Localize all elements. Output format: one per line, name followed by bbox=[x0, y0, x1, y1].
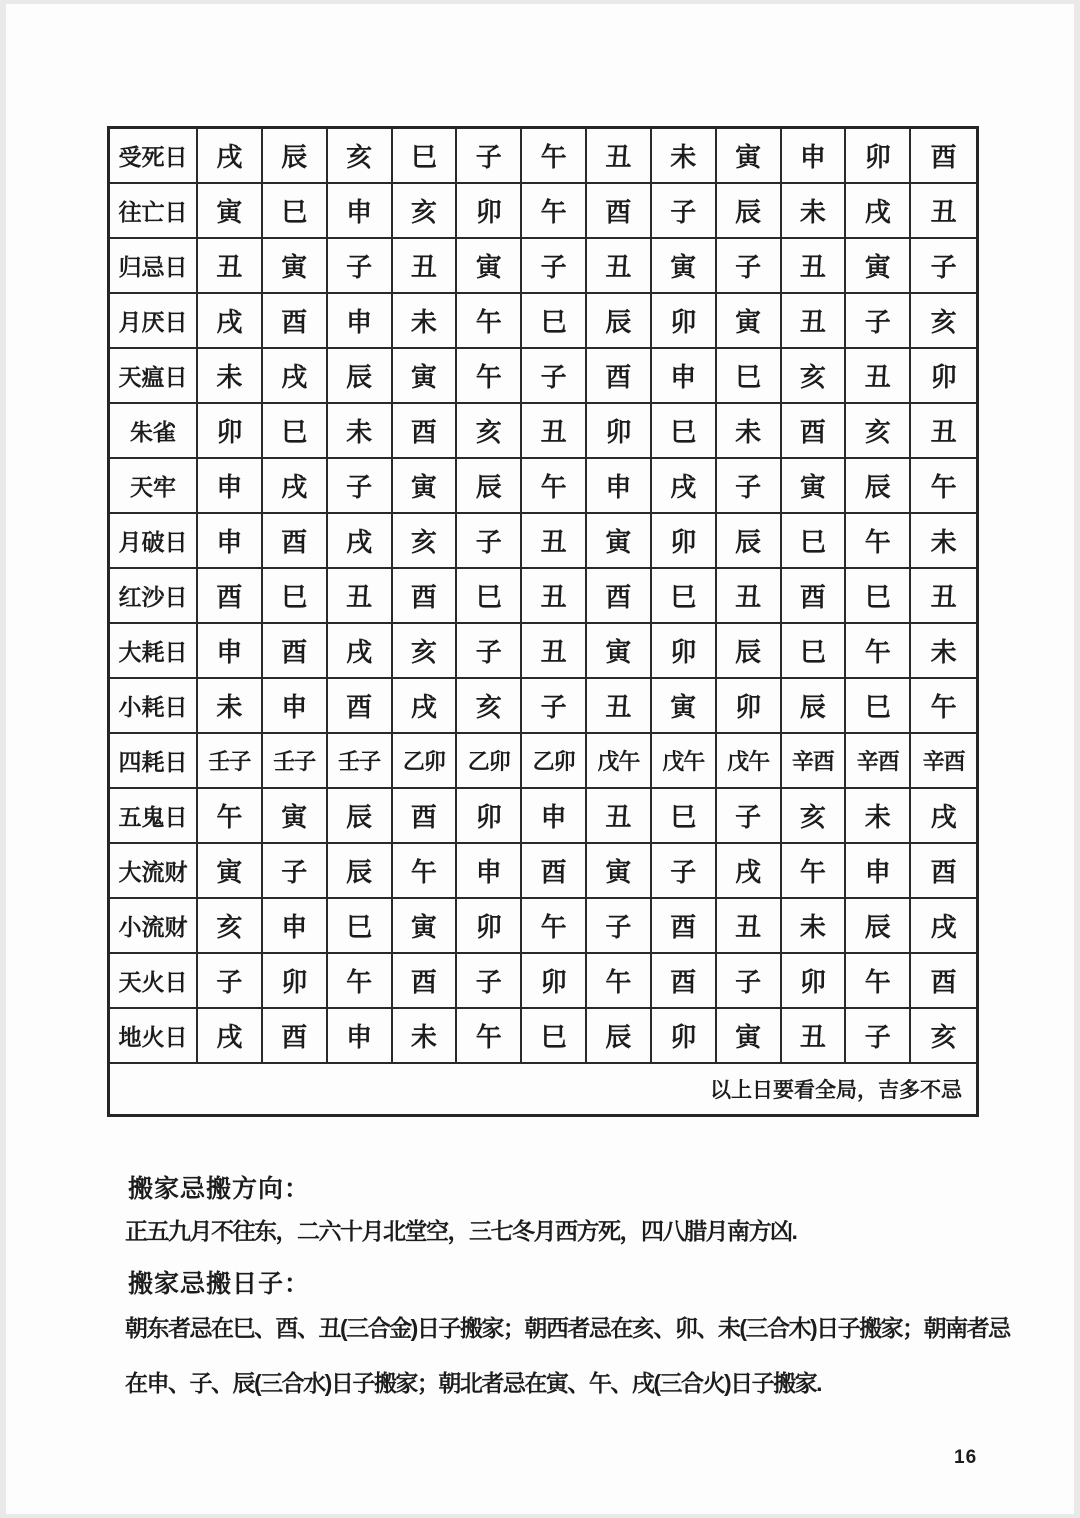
table-cell: 午 bbox=[587, 954, 652, 1009]
table-cell: 戌 bbox=[911, 789, 976, 844]
table-cell: 戌 bbox=[717, 844, 782, 899]
table-cell: 酉 bbox=[522, 844, 587, 899]
table-cell: 子 bbox=[717, 789, 782, 844]
table-cell: 辰 bbox=[717, 624, 782, 679]
table-cell: 未 bbox=[652, 129, 717, 184]
table-cell: 巳 bbox=[846, 569, 911, 624]
table-row bbox=[110, 239, 976, 294]
table-cell: 酉 bbox=[328, 679, 393, 734]
table-cell: 申 bbox=[522, 789, 587, 844]
table-cell: 未 bbox=[911, 624, 976, 679]
table-cell: 辰 bbox=[717, 184, 782, 239]
table-cell: 卯 bbox=[652, 1009, 717, 1064]
table-cell: 戌 bbox=[263, 459, 328, 514]
table-row bbox=[110, 789, 976, 844]
table-cell: 午 bbox=[846, 514, 911, 569]
table-cell: 壬子 bbox=[328, 734, 393, 789]
row-label: 天牢 bbox=[110, 459, 198, 514]
row-label: 朱雀 bbox=[110, 404, 198, 459]
table-cell: 辰 bbox=[263, 129, 328, 184]
table-footer-note: 以上日要看全局，吉多不忌 bbox=[710, 1079, 962, 1102]
table-cell: 子 bbox=[198, 954, 263, 1009]
table-cell: 卯 bbox=[717, 679, 782, 734]
table-cell: 未 bbox=[328, 404, 393, 459]
table-cell: 丑 bbox=[911, 184, 976, 239]
table-cell: 未 bbox=[911, 514, 976, 569]
table-cell: 子 bbox=[717, 239, 782, 294]
table-row bbox=[110, 844, 976, 899]
table-cell: 申 bbox=[328, 294, 393, 349]
row-label: 地火日 bbox=[110, 1009, 198, 1064]
table-cell: 午 bbox=[393, 844, 458, 899]
days-taboo-text: 朝东者忌在巳、酉、丑(三合金)日子搬家；朝西者忌在亥、卯、未(三合木)日子搬家；朝南者忌在申、子、辰(三合水)日子搬家；朝北者忌在寅、午、戌(三合火)日子搬家. bbox=[125, 1315, 1010, 1396]
table-cell: 卯 bbox=[846, 129, 911, 184]
table-cell: 辰 bbox=[457, 459, 522, 514]
almanac-table bbox=[107, 126, 979, 1117]
table-cell: 辰 bbox=[717, 514, 782, 569]
table-cell: 子 bbox=[457, 954, 522, 1009]
table-row bbox=[110, 624, 976, 679]
table-cell: 辰 bbox=[587, 1009, 652, 1064]
table-cell: 壬子 bbox=[263, 734, 328, 789]
table-cell: 午 bbox=[846, 624, 911, 679]
direction-taboo-heading: 搬家忌搬方向： bbox=[128, 1175, 311, 1203]
row-label: 往亡日 bbox=[110, 184, 198, 239]
table-row bbox=[110, 954, 976, 1009]
table-cell: 巳 bbox=[457, 569, 522, 624]
table-cell: 未 bbox=[393, 294, 458, 349]
table-cell: 酉 bbox=[587, 349, 652, 404]
table-cell: 丑 bbox=[587, 679, 652, 734]
table-cell: 寅 bbox=[587, 514, 652, 569]
table-cell: 子 bbox=[652, 184, 717, 239]
table-cell: 子 bbox=[846, 294, 911, 349]
table-cell: 巳 bbox=[393, 129, 458, 184]
document-page bbox=[6, 4, 1074, 1514]
table-cell: 巳 bbox=[782, 514, 847, 569]
table-cell: 辛酉 bbox=[782, 734, 847, 789]
table-cell: 午 bbox=[328, 954, 393, 1009]
table-cell: 子 bbox=[457, 624, 522, 679]
table-cell: 寅 bbox=[717, 1009, 782, 1064]
table-cell: 丑 bbox=[522, 624, 587, 679]
table-row bbox=[110, 514, 976, 569]
table-cell: 子 bbox=[457, 514, 522, 569]
table-cell: 子 bbox=[717, 954, 782, 1009]
table-cell: 酉 bbox=[587, 569, 652, 624]
table-cell: 子 bbox=[457, 129, 522, 184]
table-cell: 酉 bbox=[393, 569, 458, 624]
table-cell: 辛酉 bbox=[911, 734, 976, 789]
table-cell: 巳 bbox=[263, 569, 328, 624]
page-number: 16 bbox=[954, 1447, 978, 1468]
table-cell: 卯 bbox=[522, 954, 587, 1009]
table-cell: 酉 bbox=[911, 844, 976, 899]
table-cell: 辰 bbox=[782, 679, 847, 734]
table-cell: 壬子 bbox=[198, 734, 263, 789]
table-cell: 寅 bbox=[393, 459, 458, 514]
table-cell: 卯 bbox=[457, 184, 522, 239]
table-cell: 戌 bbox=[328, 624, 393, 679]
table-cell: 午 bbox=[846, 954, 911, 1009]
table-cell: 丑 bbox=[587, 129, 652, 184]
table-cell: 乙卯 bbox=[457, 734, 522, 789]
table-cell: 亥 bbox=[328, 129, 393, 184]
table-cell: 辰 bbox=[328, 349, 393, 404]
table-cell: 申 bbox=[782, 129, 847, 184]
table-cell: 亥 bbox=[393, 514, 458, 569]
table-row bbox=[110, 404, 976, 459]
table-cell: 寅 bbox=[587, 844, 652, 899]
table-cell: 丑 bbox=[328, 569, 393, 624]
table-cell: 寅 bbox=[846, 239, 911, 294]
table-cell: 丑 bbox=[782, 239, 847, 294]
table-cell: 戊午 bbox=[717, 734, 782, 789]
table-cell: 丑 bbox=[782, 294, 847, 349]
table-row bbox=[110, 679, 976, 734]
table-cell: 酉 bbox=[782, 404, 847, 459]
table-cell: 子 bbox=[263, 844, 328, 899]
table-cell: 申 bbox=[263, 899, 328, 954]
table-cell: 酉 bbox=[652, 899, 717, 954]
table-cell: 寅 bbox=[717, 129, 782, 184]
table-cell: 辰 bbox=[328, 789, 393, 844]
table-cell: 子 bbox=[522, 349, 587, 404]
direction-taboo-text: 正五九月不往东，二六十月北堂空，三七冬月西方死，四八腊月南方凶. bbox=[125, 1218, 797, 1244]
table-cell: 丑 bbox=[522, 404, 587, 459]
table-cell: 寅 bbox=[587, 624, 652, 679]
table-cell: 卯 bbox=[587, 404, 652, 459]
table-cell: 巳 bbox=[846, 679, 911, 734]
table-cell: 寅 bbox=[782, 459, 847, 514]
table-cell: 寅 bbox=[263, 239, 328, 294]
table-cell: 戊午 bbox=[587, 734, 652, 789]
table-cell: 子 bbox=[911, 239, 976, 294]
table-cell: 乙卯 bbox=[393, 734, 458, 789]
almanac-table-body bbox=[110, 129, 976, 1064]
table-row bbox=[110, 734, 976, 789]
table-cell: 申 bbox=[846, 844, 911, 899]
table-cell: 卯 bbox=[652, 624, 717, 679]
table-cell: 戌 bbox=[198, 1009, 263, 1064]
days-taboo-heading: 搬家忌搬日子： bbox=[128, 1270, 311, 1298]
table-row bbox=[110, 899, 976, 954]
table-cell: 未 bbox=[393, 1009, 458, 1064]
row-label: 小流财 bbox=[110, 899, 198, 954]
table-cell: 卯 bbox=[457, 899, 522, 954]
table-row bbox=[110, 459, 976, 514]
table-cell: 巳 bbox=[652, 789, 717, 844]
table-row bbox=[110, 184, 976, 239]
table-cell: 子 bbox=[328, 239, 393, 294]
table-cell: 申 bbox=[328, 1009, 393, 1064]
table-row bbox=[110, 1009, 976, 1064]
table-cell: 辰 bbox=[846, 459, 911, 514]
table-cell: 午 bbox=[522, 184, 587, 239]
table-cell: 申 bbox=[457, 844, 522, 899]
table-cell: 丑 bbox=[522, 514, 587, 569]
table-cell: 午 bbox=[911, 459, 976, 514]
table-cell: 戌 bbox=[393, 679, 458, 734]
table-cell: 丑 bbox=[911, 569, 976, 624]
table-cell: 辰 bbox=[328, 844, 393, 899]
table-cell: 戌 bbox=[846, 184, 911, 239]
table-cell: 戌 bbox=[263, 349, 328, 404]
table-row bbox=[110, 569, 976, 624]
table-cell: 卯 bbox=[652, 294, 717, 349]
table-cell: 亥 bbox=[846, 404, 911, 459]
row-label: 月厌日 bbox=[110, 294, 198, 349]
table-cell: 亥 bbox=[393, 624, 458, 679]
table-row bbox=[110, 349, 976, 404]
table-cell: 午 bbox=[522, 459, 587, 514]
row-label: 大流财 bbox=[110, 844, 198, 899]
table-cell: 申 bbox=[263, 679, 328, 734]
table-cell: 辰 bbox=[587, 294, 652, 349]
table-cell: 亥 bbox=[393, 184, 458, 239]
table-cell: 辰 bbox=[846, 899, 911, 954]
table-cell: 亥 bbox=[911, 294, 976, 349]
table-cell: 巳 bbox=[522, 1009, 587, 1064]
table-cell: 亥 bbox=[457, 404, 522, 459]
table-cell: 未 bbox=[198, 679, 263, 734]
table-cell: 亥 bbox=[457, 679, 522, 734]
table-cell: 酉 bbox=[263, 624, 328, 679]
table-cell: 午 bbox=[457, 294, 522, 349]
table-cell: 酉 bbox=[198, 569, 263, 624]
table-cell: 子 bbox=[652, 844, 717, 899]
table-cell: 戌 bbox=[911, 899, 976, 954]
table-cell: 子 bbox=[522, 679, 587, 734]
row-label: 大耗日 bbox=[110, 624, 198, 679]
table-cell: 巳 bbox=[717, 349, 782, 404]
table-cell: 午 bbox=[522, 899, 587, 954]
table-cell: 戊午 bbox=[652, 734, 717, 789]
table-cell: 寅 bbox=[652, 239, 717, 294]
table-cell: 巳 bbox=[652, 569, 717, 624]
row-label: 五鬼日 bbox=[110, 789, 198, 844]
table-cell: 寅 bbox=[263, 789, 328, 844]
table-cell: 午 bbox=[457, 1009, 522, 1064]
table-cell: 未 bbox=[846, 789, 911, 844]
table-cell: 戌 bbox=[328, 514, 393, 569]
table-cell: 亥 bbox=[198, 899, 263, 954]
table-cell: 丑 bbox=[198, 239, 263, 294]
table-cell: 未 bbox=[782, 899, 847, 954]
table-cell: 未 bbox=[782, 184, 847, 239]
table-cell: 寅 bbox=[717, 294, 782, 349]
table-cell: 亥 bbox=[911, 1009, 976, 1064]
table-cell: 戌 bbox=[198, 294, 263, 349]
table-cell: 酉 bbox=[263, 1009, 328, 1064]
row-label: 天火日 bbox=[110, 954, 198, 1009]
table-cell: 巳 bbox=[263, 404, 328, 459]
table-cell: 巳 bbox=[263, 184, 328, 239]
table-cell: 申 bbox=[587, 459, 652, 514]
table-cell: 辛酉 bbox=[846, 734, 911, 789]
table-row bbox=[110, 294, 976, 349]
table-cell: 寅 bbox=[198, 844, 263, 899]
table-cell: 丑 bbox=[782, 1009, 847, 1064]
table-cell: 酉 bbox=[587, 184, 652, 239]
table-cell: 寅 bbox=[198, 184, 263, 239]
row-label: 归忌日 bbox=[110, 239, 198, 294]
table-cell: 申 bbox=[652, 349, 717, 404]
table-cell: 酉 bbox=[393, 789, 458, 844]
table-cell: 未 bbox=[198, 349, 263, 404]
row-label: 小耗日 bbox=[110, 679, 198, 734]
table-cell: 丑 bbox=[846, 349, 911, 404]
table-cell: 丑 bbox=[717, 899, 782, 954]
table-cell: 酉 bbox=[911, 129, 976, 184]
table-cell: 午 bbox=[457, 349, 522, 404]
table-cell: 午 bbox=[782, 844, 847, 899]
table-cell: 申 bbox=[328, 184, 393, 239]
table-cell: 亥 bbox=[782, 789, 847, 844]
table-cell: 申 bbox=[198, 459, 263, 514]
table-cell: 酉 bbox=[782, 569, 847, 624]
table-cell: 戌 bbox=[198, 129, 263, 184]
table-cell: 丑 bbox=[717, 569, 782, 624]
table-cell: 丑 bbox=[522, 569, 587, 624]
row-label: 红沙日 bbox=[110, 569, 198, 624]
table-cell: 酉 bbox=[652, 954, 717, 1009]
table-cell: 未 bbox=[717, 404, 782, 459]
table-cell: 巳 bbox=[652, 404, 717, 459]
table-cell: 卯 bbox=[457, 789, 522, 844]
table-cell: 丑 bbox=[587, 789, 652, 844]
table-cell: 午 bbox=[198, 789, 263, 844]
row-label: 月破日 bbox=[110, 514, 198, 569]
table-cell: 寅 bbox=[652, 679, 717, 734]
table-cell: 巳 bbox=[782, 624, 847, 679]
table-cell: 申 bbox=[198, 624, 263, 679]
table-cell: 酉 bbox=[263, 294, 328, 349]
table-cell: 丑 bbox=[393, 239, 458, 294]
table-cell: 酉 bbox=[393, 954, 458, 1009]
table-cell: 丑 bbox=[587, 239, 652, 294]
table-cell: 酉 bbox=[393, 404, 458, 459]
table-cell: 卯 bbox=[263, 954, 328, 1009]
table-row bbox=[110, 129, 976, 184]
table-cell: 酉 bbox=[911, 954, 976, 1009]
table-cell: 卯 bbox=[198, 404, 263, 459]
table-cell: 寅 bbox=[393, 899, 458, 954]
table-cell: 乙卯 bbox=[522, 734, 587, 789]
table-cell: 寅 bbox=[457, 239, 522, 294]
table-cell: 卯 bbox=[911, 349, 976, 404]
row-label: 受死日 bbox=[110, 129, 198, 184]
table-cell: 巳 bbox=[522, 294, 587, 349]
table-cell: 卯 bbox=[782, 954, 847, 1009]
table-cell: 申 bbox=[198, 514, 263, 569]
table-cell: 亥 bbox=[782, 349, 847, 404]
table-cell: 子 bbox=[717, 459, 782, 514]
table-cell: 子 bbox=[587, 899, 652, 954]
table-cell: 子 bbox=[522, 239, 587, 294]
table-cell: 戌 bbox=[652, 459, 717, 514]
table-cell: 巳 bbox=[328, 899, 393, 954]
table-cell: 卯 bbox=[652, 514, 717, 569]
table-cell: 子 bbox=[328, 459, 393, 514]
row-label: 四耗日 bbox=[110, 734, 198, 789]
table-cell: 丑 bbox=[911, 404, 976, 459]
table-cell: 子 bbox=[846, 1009, 911, 1064]
table-cell: 寅 bbox=[393, 349, 458, 404]
table-cell: 午 bbox=[911, 679, 976, 734]
row-label: 天瘟日 bbox=[110, 349, 198, 404]
table-cell: 午 bbox=[522, 129, 587, 184]
table-cell: 酉 bbox=[263, 514, 328, 569]
